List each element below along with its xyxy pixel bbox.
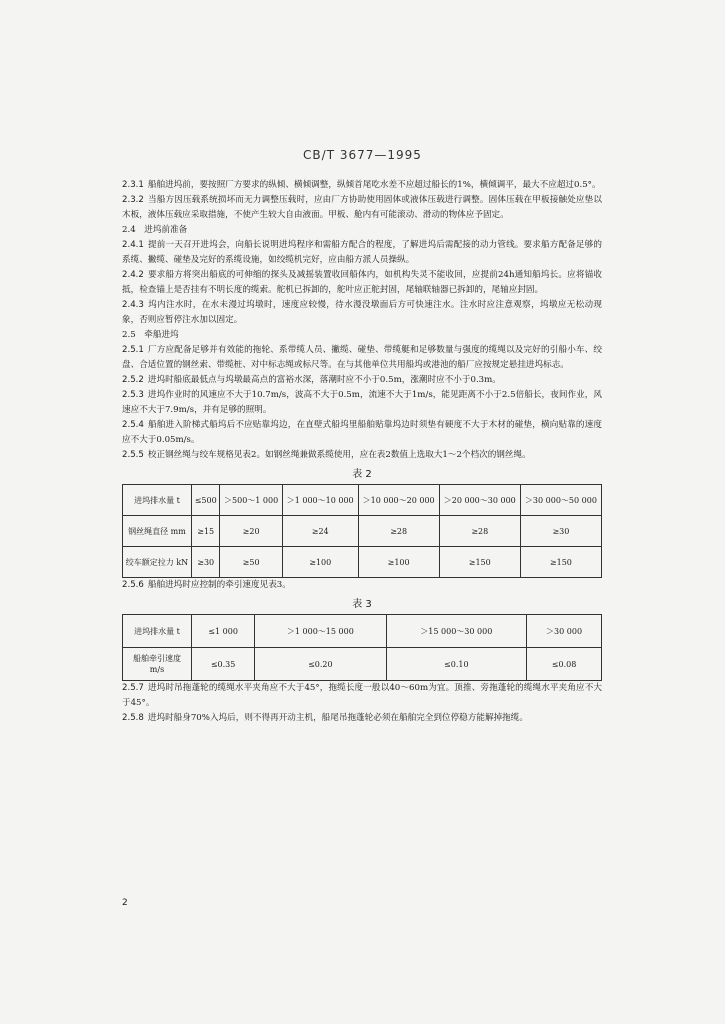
paragraph-2-4-1 [122,238,602,268]
page-number: 2 [122,898,128,908]
table-cell: ＞1 000～15 000 [255,615,386,648]
table-3-caption: 表 3 [352,599,372,610]
clause-number: 2.4.2 [122,270,144,280]
table-cell: ≤1 000 [192,615,255,648]
clause-text: 进坞时船身70%入坞后，则不得再开动主机，船尾吊拖蓬轮必须在船舶完全到位停稳方能解掉拖缆。 [147,713,528,723]
table-row [123,648,602,681]
section-2-5-cont [122,681,602,726]
table-row [123,485,602,516]
heading-2-5: 2.5 牵船进坞 [122,330,179,340]
clause-text: 船舶进坞前，要按照厂方要求的纵倾、横倾调整，纵倾首尾吃水差不应超过船长的1%，横倾调平，最大不应超过0.5°。 [147,180,601,190]
table-2 [122,484,602,578]
body-content [122,178,602,726]
table-cell: ≥20 [220,516,282,547]
paragraph-2-5-1 [122,343,602,373]
standard-code-header: CB/T 3677—1995 [303,148,422,162]
section-2-4 [122,238,602,328]
clause-number: 2.3.2 [122,195,144,205]
table-row [123,615,602,648]
clause-text: 船舶进入阶梯式船坞后不应贴靠坞边，在直壁式船坞里船舶贴靠坞边时须垫有硬度不大于木材的碰垫，横向贴靠的速度应不大于0.05m/s。 [122,420,602,445]
table-cell: ≤500 [192,485,220,516]
table-cell: ＞20 000～30 000 [439,485,520,516]
clause-text: 提前一天召开进坞会，向船长说明进坞程序和需船方配合的程度，了解进坞后需配接的动力管线。要求船方配备足够的系缆、撇缆、碰垫及完好的系缆设施，如绞缆机完好，应由船方派人员操纵。 [122,240,602,265]
table-row [123,547,602,578]
clause-text: 当船方因压载系统损坏而无力调整压载时，应由厂方协助使用固体或液体压载进行调整。固体压载在甲板接触处应垫以木板，液体压载应采取措施，不使产生较大自由液面。甲板、舱内有可能滚动、滑动的物体应予固定。 [122,195,602,220]
table-cell: ＞30 000 [527,615,602,648]
paragraph-2-3-2 [122,193,602,223]
clause-number: 2.5.5 [122,450,144,460]
table-3 [122,614,602,681]
table-cell: ≥24 [282,516,358,547]
paragraph-2-5-7 [122,681,602,711]
table-cell: ≤0.20 [255,648,386,681]
row-header: 进坞排水量 t [123,485,192,516]
table-cell: ≥28 [358,516,439,547]
clause-text: 进坞时吊拖蓬轮的缆绳水平夹角应不大于45°，拖缆长度一般以40～60m为宜。顶推、旁拖蓬轮的缆绳水平夹角应不大于45°。 [122,683,602,708]
table-2-caption: 表 2 [352,469,372,480]
clause-number: 2.3.1 [122,180,144,190]
clause-number: 2.5.3 [122,390,144,400]
clause-number: 2.4.3 [122,300,144,310]
table-cell: ≥50 [220,547,282,578]
paragraph-2-4-2 [122,268,602,298]
clause-text: 厂方应配备足够并有效能的拖轮、系带缆人员、撇缆、碰垫、带缆艇和足够数量与强度的缆绳以及完好的引船小车、绞盘、合适位置的钢丝索、带缆桩、对中标志绳或标尺等。在与其他单位共用船坞或港池的船厂应按规定悬挂进坞标志。 [122,345,602,370]
clause-number: 2.5.8 [122,713,144,723]
row-header: 绞车额定拉力 kN [123,547,192,578]
table-cell: ≥30 [192,547,220,578]
table-cell: ≤0.10 [386,648,527,681]
table-cell: ≥100 [358,547,439,578]
paragraph-2-5-6 [122,578,602,593]
clause-text: 进坞时船底最低点与坞墩最高点的富裕水深，落潮时应不小于0.5m，涨潮时应不小于0.3m。 [147,375,501,385]
table-row [123,516,602,547]
section-2-5 [122,343,602,463]
row-header: 钢丝绳直径 mm [123,516,192,547]
row-header: 船舶牵引速度 m/s [123,648,192,681]
paragraph-2-5-2 [122,373,602,388]
row-header: 进坞排水量 t [123,615,192,648]
clause-number: 2.5.1 [122,345,144,355]
table-cell: ≥30 [520,516,601,547]
clause-number: 2.5.4 [122,420,144,430]
paragraph-2-4-3 [122,298,602,328]
paragraph-2-5-3 [122,388,602,418]
table-cell: ＞500～1 000 [220,485,282,516]
table-cell: ≤0.35 [192,648,255,681]
section-2-3 [122,178,602,223]
clause-text: 坞内注水时，在水未漫过坞墩时，速度应较慢，待水漫没墩面后方可快速注水。注水时应注意观察，坞墩应无松动现象，否则应暂停注水加以固定。 [122,300,602,325]
clause-number: 2.5.2 [122,375,144,385]
clause-text: 进坞作业时的风速应不大于10.7m/s，波高不大于0.5m，流速不大于1m/s，能见距离不小于2.5倍船长，夜间作业，风速应不大于7.9m/s，并有足够的照明。 [122,390,602,415]
table-cell: ≥150 [439,547,520,578]
clause-text: 校正钢丝绳与绞车规格见表2。如钢丝绳兼做系缆使用，应在表2数值上选取大1～2个档次的钢丝绳。 [147,450,531,460]
table-cell: ≤0.08 [527,648,602,681]
clause-number: 2.5.6 [122,580,144,590]
table-cell: ＞10 000～20 000 [358,485,439,516]
paragraph-2-5-4 [122,418,602,448]
clause-number: 2.4.1 [122,240,144,250]
table-cell: ＞1 000～10 000 [282,485,358,516]
table-cell: ≥28 [439,516,520,547]
table-cell: ＞15 000～30 000 [386,615,527,648]
paragraph-2-5-8 [122,711,602,726]
heading-2-4: 2.4 进坞前准备 [122,225,188,235]
clause-number: 2.5.7 [122,683,144,693]
table-cell: ≥15 [192,516,220,547]
clause-text: 船舶进坞时应控制的牵引速度见表3。 [147,580,291,590]
paragraph-2-5-5 [122,448,602,463]
paragraph-2-3-1 [122,178,602,193]
clause-text: 要求船方将突出船底的可伸缩的探头及减摇装置收回船体内，如机构失灵不能收回，应提前24h通知船坞长。应将锚收抵，检查锚上是否挂有不明长度的缆索。舵机已拆卸的，舵叶应正舵封固，尾轴联轴器已拆卸的，尾轴应封固。 [122,270,602,295]
table-cell: ≥100 [282,547,358,578]
table-cell: ＞30 000～50 000 [520,485,601,516]
table-cell: ≥150 [520,547,601,578]
